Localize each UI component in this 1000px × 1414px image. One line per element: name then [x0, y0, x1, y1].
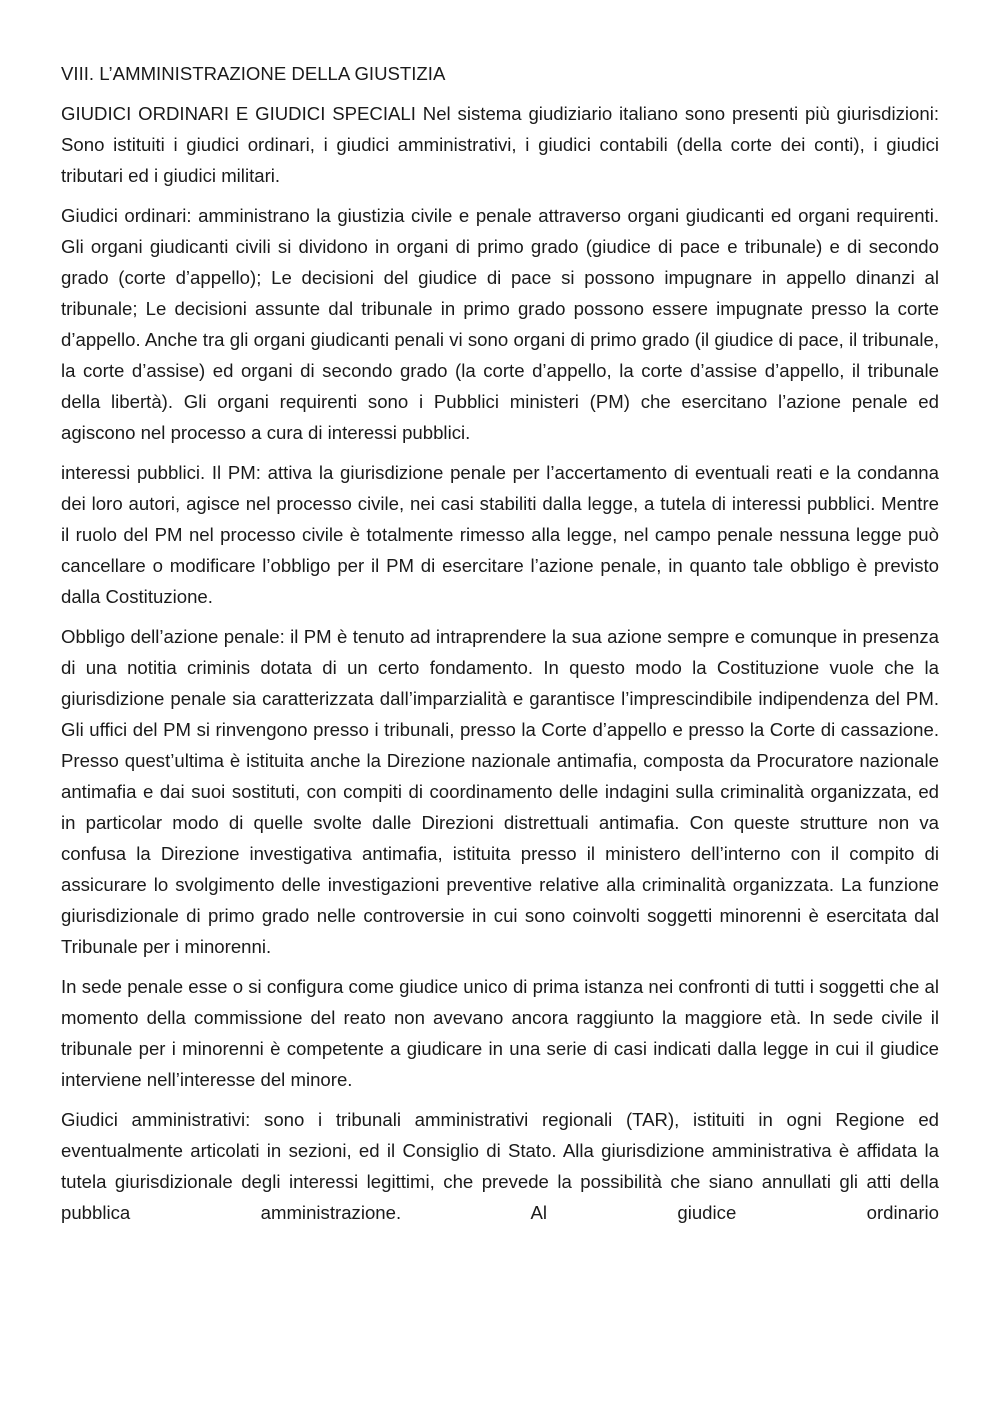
- paragraph-giudici-amministrativi: Giudici amministrativi: sono i tribunali amministrativi regionali (TAR), istituiti in ogni Regione ed eventualmente articolati in sezioni, ed il Consiglio di Stato. Alla giurisdizione amministrativa è affidata la tutela giurisdizionale degli interessi legittimi, che prevede la possibilità che siano annullati gli atti della pubblica amministrazione. Al giudice ordinario: [61, 1109, 939, 1223]
- section-heading: VIII. L’AMMINISTRAZIONE DELLA GIUSTIZIA: [61, 63, 446, 84]
- paragraph-pubblico-ministero: interessi pubblici. Il PM: attiva la giurisdizione penale per l’accertamento di eventuali reati e la condanna dei loro autori, agisce nel processo civile, nei casi stabiliti dalla legge, a tutela di interessi pubblici. Mentre il ruolo del PM nel processo civile è totalmente rimesso alla legge, nel campo penale nessuna legge può cancellare o modificare l’obbligo per il PM di esercitare l’azione penale, in quanto tale obbligo è previsto dalla Costituzione.: [61, 462, 939, 607]
- paragraph-obbligo-azione-penale: Obbligo dell’azione penale: il PM è tenuto ad intraprendere la sua azione sempre e comunque in presenza di una notitia criminis dotata di un certo fondamento. In questo modo la Costituzione vuole che la giurisdizione penale sia caratterizzata dall’imparzialità e garantisce l’imprescindibile indipendenza del PM. Gli uffici del PM si rinvengono presso i tribunali, presso la Corte d’appello e presso la Corte di cassazione. Presso quest’ultima è istituita anche la Direzione nazionale antimafia, composta da Procuratore nazionale antimafia e dai suoi sostituti, con compiti di coordinamento delle indagini sulla criminalità organizzata, ed in particolar modo di quelle svolte dalle Direzioni distrettuali antimafia. Con queste strutture non va confusa la Direzione investigativa antimafia, istituita presso il ministero dell’interno con il compito di assicurare lo svolgimento delle investigazioni preventive relative alla criminalità organizzata. La funzione giurisdizionale di primo grado nelle controversie in cui sono coinvolti soggetti minorenni è esercitata dal Tribunale per i minorenni.: [61, 626, 939, 957]
- paragraph-giudici-ordinari: Giudici ordinari: amministrano la giustizia civile e penale attraverso organi giudicanti ed organi requirenti. Gli organi giudicanti civili si dividono in organi di primo grado (giudice di pace e tribunale) e di secondo grado (corte d’appello); Le decisioni del giudice di pace si possono impugnare in appello dinanzi al tribunale; Le decisioni assunte dal tribunale in primo grado possono essere impugnate presso la corte d’appello. Anche tra gli organi giudicanti penali vi sono organi di primo grado (il giudice di pace, il tribunale, la corte d’assise) ed organi di secondo grado (la corte d’appello, la corte d’assise d’appello, il tribunale della libertà). Gli organi requirenti sono i Pubblici ministeri (PM) che esercitano l’azione penale ed agiscono nel processo a cura di interessi pubblici.: [61, 205, 939, 443]
- paragraph-tribunale-minorenni: In sede penale esse o si configura come giudice unico di prima istanza nei confronti di tutti i soggetti che al momento della commissione del reato non avevano ancora raggiunto la maggiore età. In sede civile il tribunale per i minorenni è competente a giudicare in una serie di casi indicati dalla legge in cui il giudice interviene nell’interesse del minore.: [61, 976, 939, 1090]
- paragraph-giudici-ordinari-e-speciali: GIUDICI ORDINARI E GIUDICI SPECIALI Nel sistema giudiziario italiano sono presenti più giurisdizioni: Sono istituiti i giudici ordinari, i giudici amministrativi, i giudici contabili (della corte dei conti), i giudici tributari ed i giudici militari.: [61, 103, 939, 186]
- document-page: [61, 58, 939, 1237]
